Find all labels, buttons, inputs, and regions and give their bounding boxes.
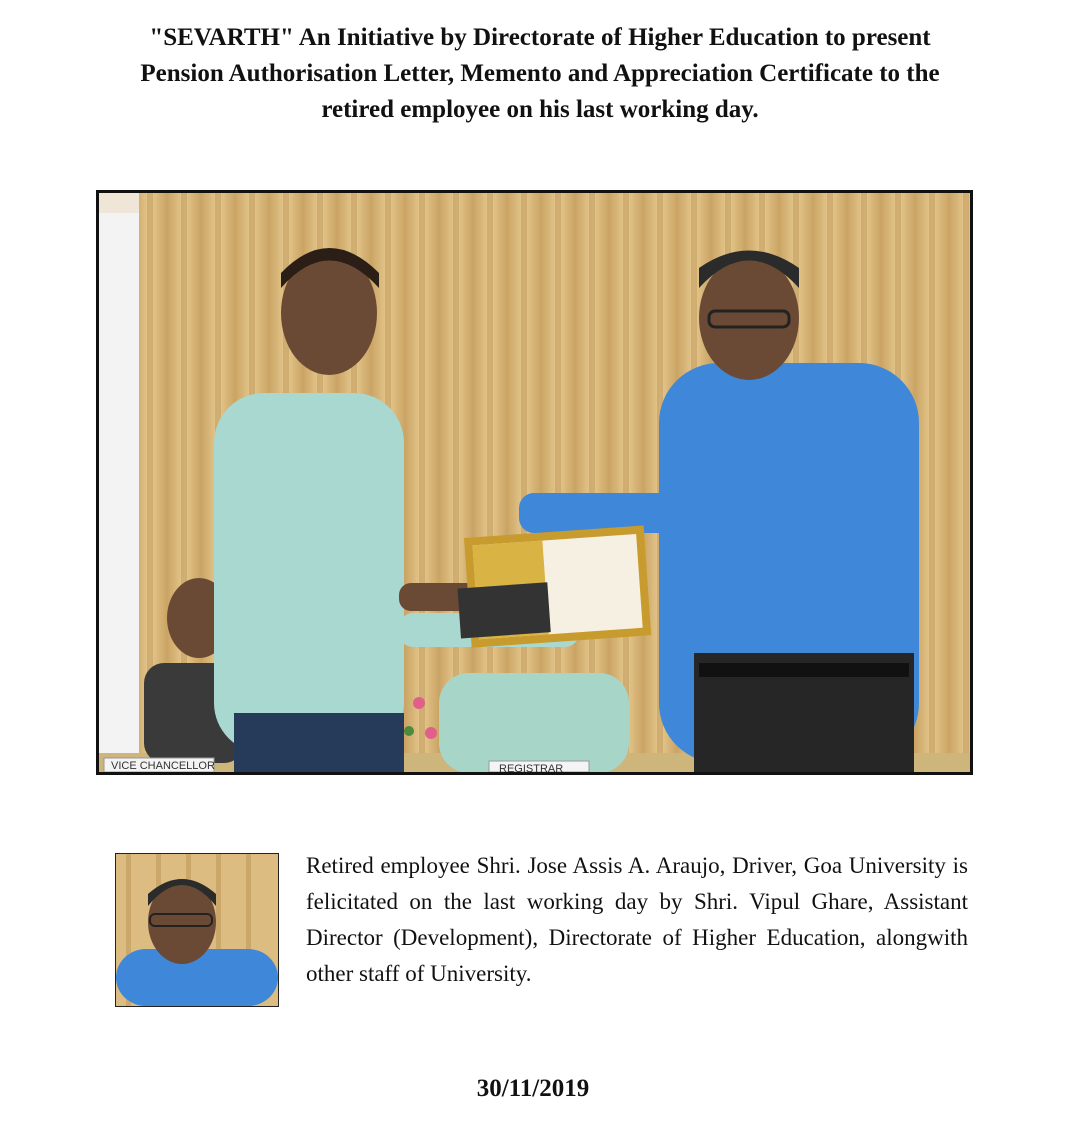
person-left-shirt [214, 393, 404, 753]
photo-caption: Retired employee Shri. Jose Assis A. Araujo, Driver, Goa University is felicitated on the last working day by Shri. Vipul Ghare, Assistant Director (Development), Directorate of Higher Education, alongwith other staff of University. [306, 853, 968, 986]
nameplate-center: REGISTRAR [499, 763, 564, 772]
event-date: 30/11/2019 [476, 1075, 590, 1102]
title-line-2: Pension Authorisation Letter, Memento and Appreciation Certificate to the [140, 60, 940, 87]
title-line-1: "SEVARTH" An Initiative by Directorate of Higher Education to present [149, 24, 931, 51]
person-right-face [699, 256, 799, 380]
nameplate-left: VICE CHANCELLOR [111, 760, 215, 772]
page-title [90, 20, 990, 128]
felicitation-photo [96, 190, 973, 775]
retiree-portrait [115, 853, 279, 1007]
memento-frame [454, 525, 651, 648]
title-line-3: retired employee on his last working day. [321, 96, 759, 123]
seated-person-center [439, 673, 629, 772]
